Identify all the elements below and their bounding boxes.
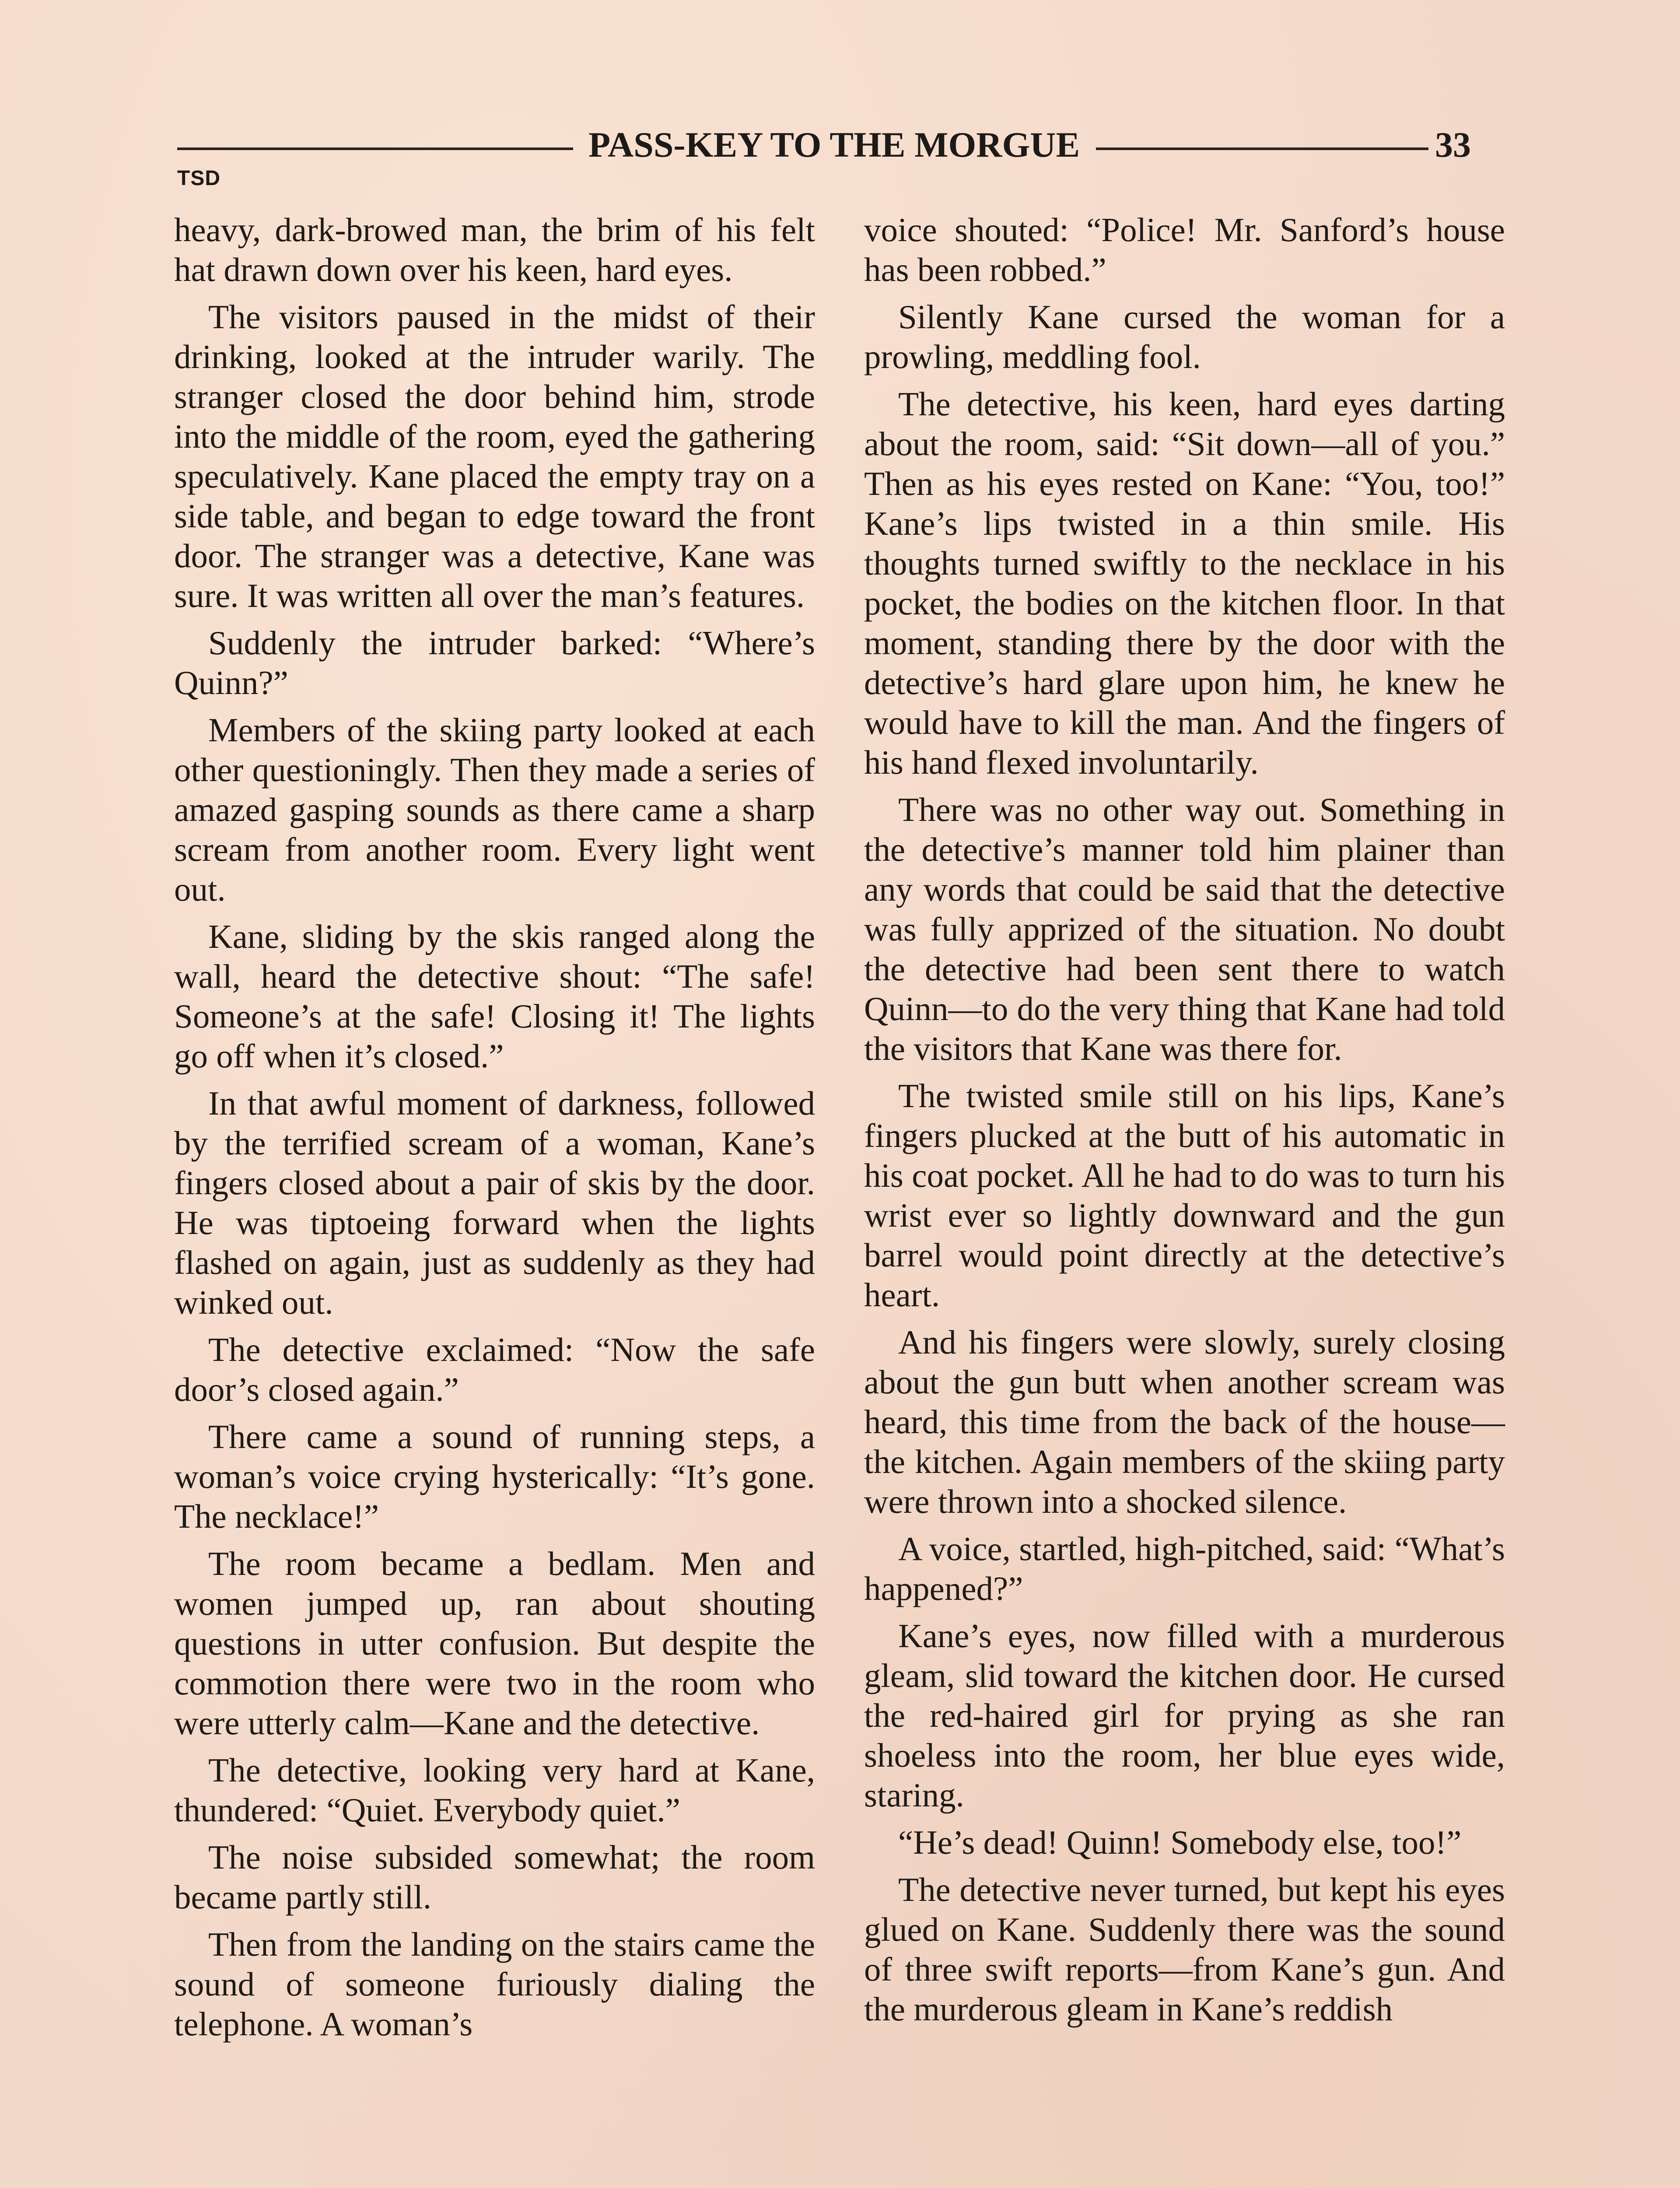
- text-column-left: [174, 210, 815, 2044]
- paragraph: The detective, his keen, hard eyes darting about the room, said: “Sit down—all of you.” Then as his eyes rested on Kane: “You, too!” Kane’s lips twisted in a thin smile. His thoughts turned swiftly to the necklace in his pocket, the bodies on the kitchen floor. In that moment, standing there by the door with the detective’s hard glare upon him, he knew he would have to kill the man. And the fingers of his hand flexed involuntarily.: [864, 385, 1505, 781]
- page-number: 33: [1435, 125, 1471, 165]
- paragraph: And his fingers were slowly, surely closing about the gun butt when another scream was heard, this time from the back of the house—the kitchen. Again members of the skiing party were thrown into a shocked silence.: [864, 1323, 1505, 1520]
- paragraph: The noise subsided somewhat; the room became partly still.: [174, 1838, 815, 1916]
- paragraph: There came a sound of running steps, a woman’s voice crying hysterically: “It’s gone. The necklace!”: [174, 1418, 815, 1535]
- paragraph: Kane’s eyes, now filled with a murderous gleam, slid toward the kitchen door. He cursed the red-haired girl for prying as she ran shoeless into the room, her blue eyes wide, staring.: [864, 1617, 1505, 1814]
- paragraph: heavy, dark-browed man, the brim of his felt hat drawn down over his keen, hard eyes.: [174, 211, 815, 288]
- paragraph: The twisted smile still on his lips, Kane’s fingers plucked at the butt of his automatic in his coat pocket. All he had to do was to turn his wrist ever so lightly downward and the gun barrel would point directly at the detective’s heart.: [864, 1077, 1505, 1314]
- paragraph: The visitors paused in the midst of their drinking, looked at the intruder warily. The stranger closed the door behind him, strode into the middle of the room, eyed the gathering speculatively. Kane placed the empty tray on a side table, and began to edge toward the front door. The stranger was a detective, Kane was sure. It was written all over the man’s features.: [174, 298, 815, 614]
- header-rule-right: [1096, 147, 1428, 150]
- paragraph: In that awful moment of darkness, followed by the terrified scream of a woman, Kane’s fingers closed about a pair of skis by the door. He was tiptoeing forward when the lights flashed on again, just as suddenly as they had winked out.: [174, 1084, 815, 1321]
- paragraph: Kane, sliding by the skis ranged along the wall, heard the detective shout: “The safe! Someone’s at the safe! Closing it! The lights go off when it’s closed.”: [174, 918, 815, 1075]
- paragraph: Members of the skiing party looked at each other questioningly. Then they made a series of amazed gasping sounds as there came a sharp scream from another room. Every light went out.: [174, 711, 815, 908]
- running-header: [177, 118, 1512, 175]
- paragraph: There was no other way out. Something in the detective’s manner told him plainer than any words that could be said that the detective was fully apprized of the situation. No doubt the detective had been sent there to watch Quinn—to do the very thing that Kane had told the visitors that Kane was there for.: [864, 791, 1505, 1067]
- header-rule-left: [177, 147, 573, 150]
- paragraph: A voice, startled, high-pitched, said: “What’s happened?”: [864, 1530, 1505, 1607]
- paragraph: Then from the landing on the stairs came the sound of someone furiously dialing the telephone. A woman’s: [174, 1925, 815, 2043]
- paragraph: The room became a bedlam. Men and women jumped up, ran about shouting questions in utter confusion. But despite the commotion there were two in the room who were utterly calm—Kane and the detective.: [174, 1545, 815, 1742]
- text-column-right: [864, 210, 1505, 2029]
- paragraph: Silently Kane cursed the woman for a prowling, meddling fool.: [864, 298, 1505, 375]
- paragraph: The detective never turned, but kept his eyes glued on Kane. Suddenly there was the sound of three swift reports—from Kane’s gun. And the murderous gleam in Kane’s reddish: [864, 1871, 1505, 2028]
- paragraph: voice shouted: “Police! Mr. Sanford’s house has been robbed.”: [864, 211, 1505, 288]
- story-title: PASS-KEY TO THE MORGUE: [588, 125, 1080, 165]
- paragraph: The detective exclaimed: “Now the safe door’s closed again.”: [174, 1331, 815, 1408]
- paragraph: Suddenly the intruder barked: “Where’s Quinn?”: [174, 624, 815, 701]
- paragraph: The detective, looking very hard at Kane, thundered: “Quiet. Everybody quiet.”: [174, 1751, 815, 1829]
- paragraph: “He’s dead! Quinn! Somebody else, too!”: [898, 1823, 1462, 1861]
- publisher-tag: TSD: [177, 167, 220, 190]
